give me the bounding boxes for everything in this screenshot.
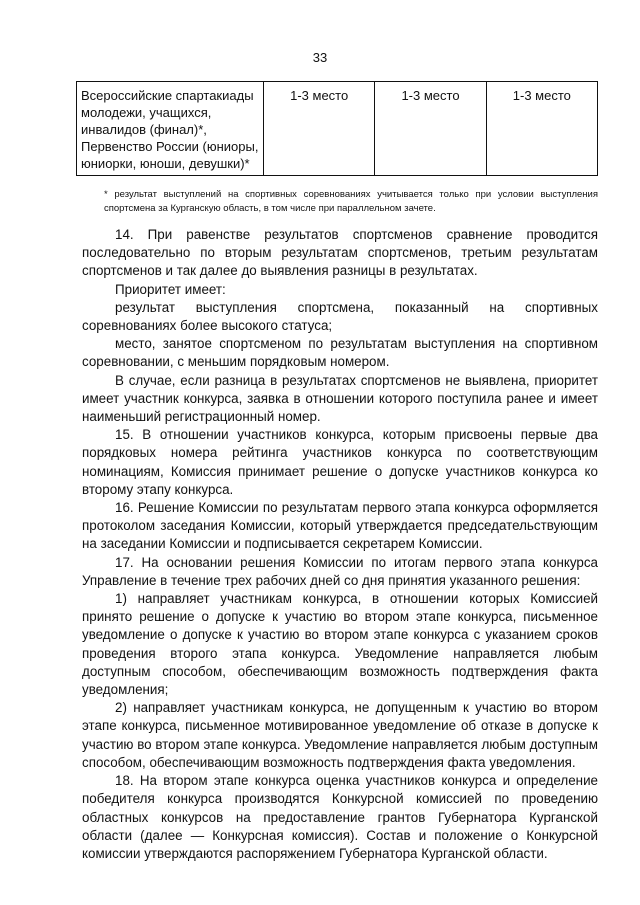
place-cell: 1-3 место — [264, 82, 375, 176]
paragraph: Приоритет имеет: — [115, 281, 226, 297]
results-table — [76, 81, 598, 176]
paragraph: В случае, если разница в результатах спортсменов не выявлена, приоритет имеет участник конкурса, заявка в отношении которого поступила ранее и имеет наименьший регистрационный номер. — [82, 372, 598, 425]
paragraph: место, занятое спортсменом по результатам выступления на спортивном соревновании, с меньшим порядковым номером. — [82, 336, 598, 370]
table-row — [77, 82, 598, 176]
paragraph: результат выступления спортсмена, показанный на спортивных соревнованиях более высокого статуса; — [82, 299, 598, 334]
page-number: 33 — [312, 50, 328, 65]
paragraph: 17. На основании решения Комиссии по итогам первого этапа конкурса Управление в течение трех рабочих дней со дня принятия указанного решения: — [82, 554, 598, 588]
paragraph: 15. В отношении участников конкурса, которым присвоены первые два порядковых номера рейтинга участников конкурса по соответствующим номинациям, Комиссия принимает решение о допуске участников конкурса ко второму этапу конкурса. — [82, 427, 598, 497]
competition-name-cell: Всероссийские спартакиады молодежи, учащихся, инвалидов (финал)*, Первенство России (юниоры, юниорки, юноши, девушки)* — [77, 82, 264, 176]
place-cell: 1-3 место — [375, 82, 486, 176]
document-body — [82, 226, 598, 863]
place-cell: 1-3 место — [486, 82, 597, 176]
paragraph: 18. На втором этапе конкурса оценка участников конкурса и определение победителя конкурса производятся Конкурсной комиссией по проведению областных конкурсов на предоставление грантов Губернатора Курганской области (далее — Конкурсная комиссия). Состав и положение о Конкурсной комиссии утверждаются распоряжением Губернатора Курганской области. — [82, 773, 598, 861]
table-footnote: * результат выступлений на спортивных соревнованиях учитывается только при условии выступления спортсмена за Курганскую область, в том числе при параллельном зачете. — [104, 189, 598, 214]
paragraph: 2) направляет участникам конкурса, не допущенным к участию во втором этапе конкурса, письменное мотивированное уведомление об отказе в допуске к участию во втором этапе конкурса. Уведомление направляется любым доступным способом, обеспечивающим возможность подтверждения факта уведомления. — [82, 700, 598, 770]
paragraph: 14. При равенстве результатов спортсменов сравнение проводится последовательно по вторым результатам спортсменов, третьим результатам спортсменов и так далее до выявления разницы в результатах. — [82, 227, 598, 279]
paragraph: 16. Решение Комиссии по результатам первого этапа конкурса оформляется протоколом заседания Комиссии, который утверждается председательствующим на заседании Комиссии и подписывается секретарем Комиссии. — [82, 500, 598, 552]
paragraph: 1) направляет участникам конкурса, в отношении которых Комиссией принято решение о допуске к участию во втором этапе конкурса, письменное уведомление о допуске к участию во втором этапе конкурса с указанием сроков проведения второго этапа конкурса. Уведомление направляется любым доступным способом, обеспечивающим возможность подтверждения факта уведомления; — [82, 591, 598, 698]
